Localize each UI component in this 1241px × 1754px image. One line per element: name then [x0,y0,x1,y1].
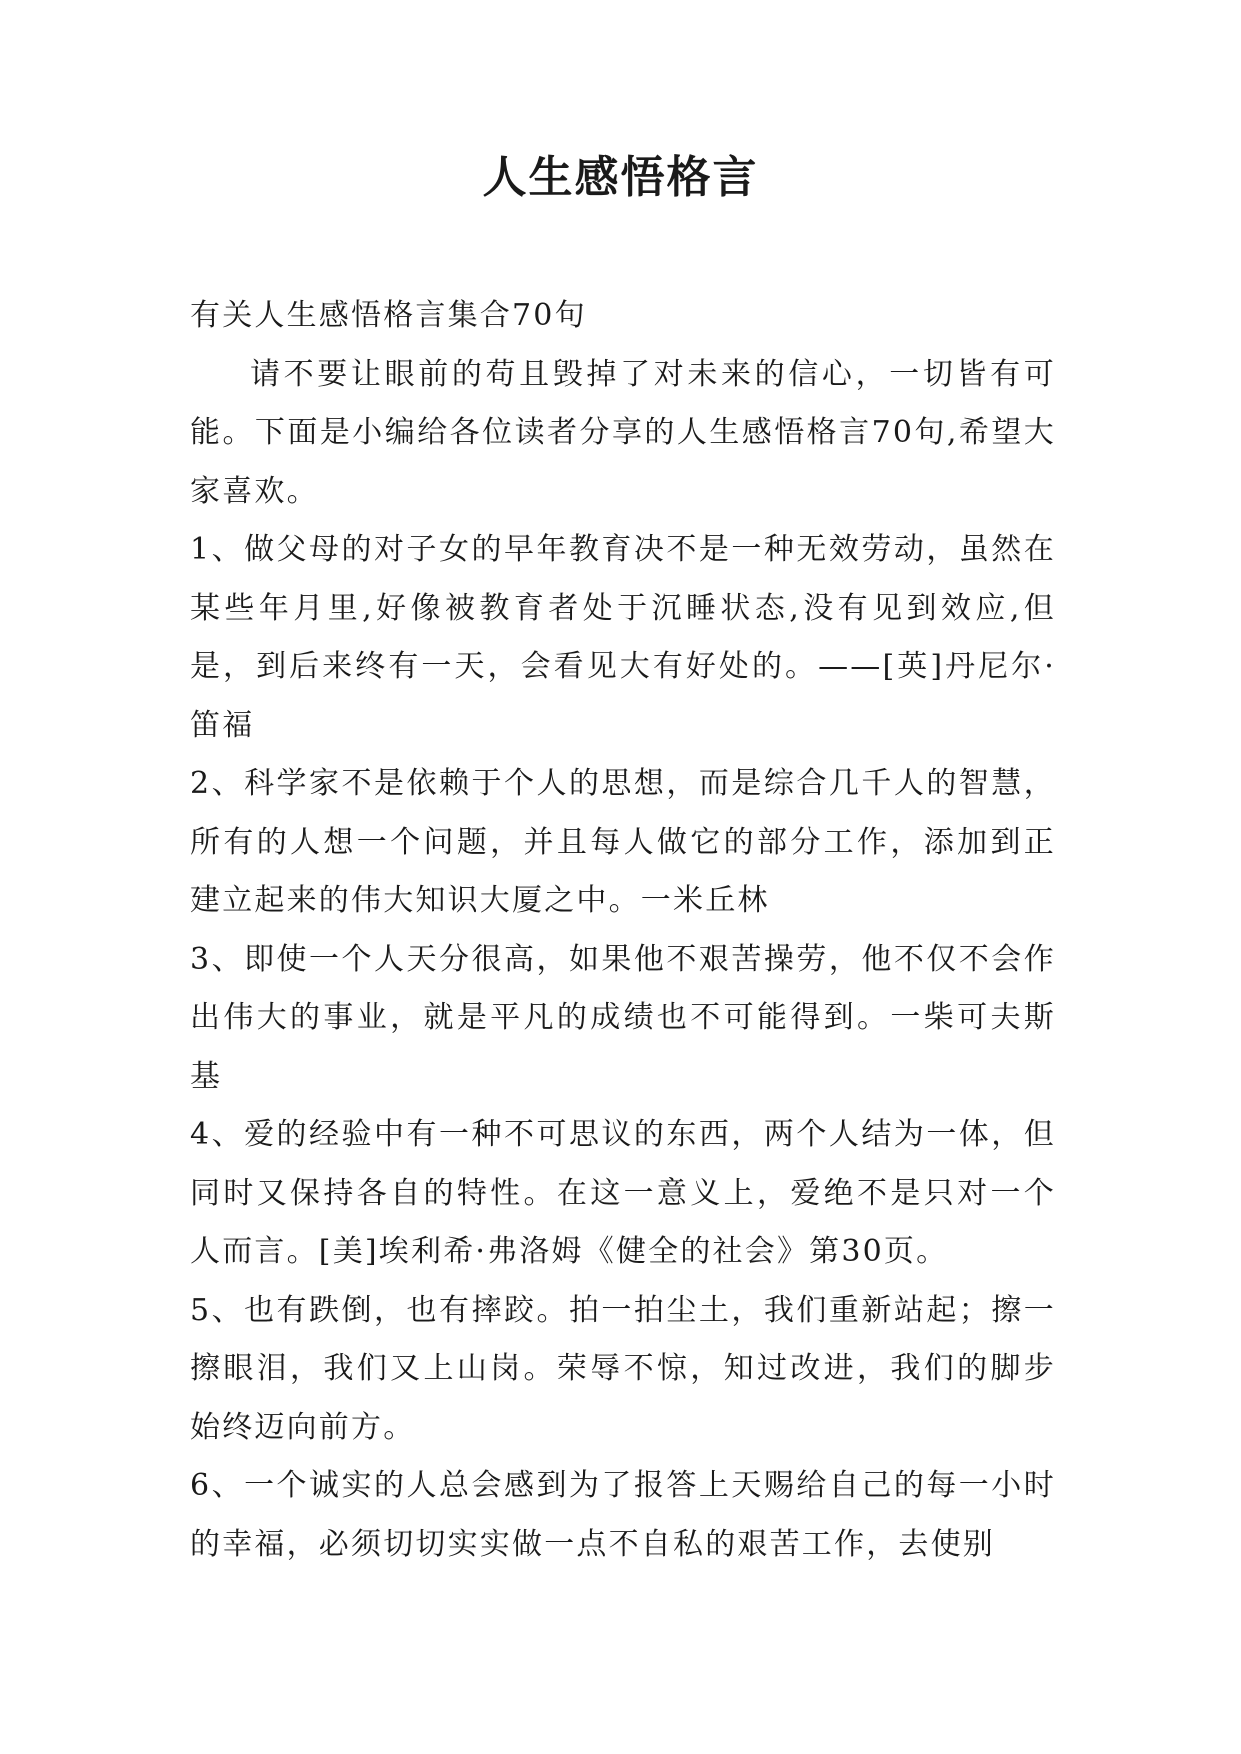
quote-item-4: 4、爱的经验中有一种不可思议的东西，两个人结为一体，但同时又保持各自的特性。在这一意义上，爱绝不是只对一个人而言。[美]埃利希·弗洛姆《健全的社会》第30页。 [190,1117,1056,1269]
quote-item-1: 1、做父母的对子女的早年教育决不是一种无效劳动，虽然在某些年月里,好像被教育者处于沉睡状态,没有见到效应,但是，到后来终有一天，会看见大有好处的。——[英]丹尼尔·笛福 [190,532,1056,743]
document-subtitle: 有关人生感悟格言集合70句 [190,298,587,333]
document-title: 人生感悟格言 [482,152,759,203]
quote-item-5: 5、也有跌倒，也有摔跤。拍一拍尘土，我们重新站起；擦一擦眼泪，我们又上山岗。荣辱不惊，知过改进，我们的脚步始终迈向前方。 [190,1292,1056,1445]
quote-item-3: 3、即使一个人天分很高，如果他不艰苦操劳，他不仅不会作出伟大的事业，就是平凡的成绩也不可能得到。一柴可夫斯基 [190,941,1056,1094]
quote-item-2: 2、科学家不是依赖于个人的思想，而是综合几千人的智慧，所有的人想一个问题，并且每人做它的部分工作，添加到正建立起来的伟大知识大厦之中。一米丘林 [190,766,1056,918]
document-body [190,287,1056,1574]
quote-item-6: 6、一个诚实的人总会感到为了报答上天赐给自己的每一小时的幸福，必须切切实实做一点不自私的艰苦工作，去使别 [190,1468,1056,1562]
intro-paragraph: 请不要让眼前的苟且毁掉了对未来的信心，一切皆有可能。下面是小编给各位读者分享的人生感悟格言70句,希望大家喜欢。 [190,356,1056,509]
